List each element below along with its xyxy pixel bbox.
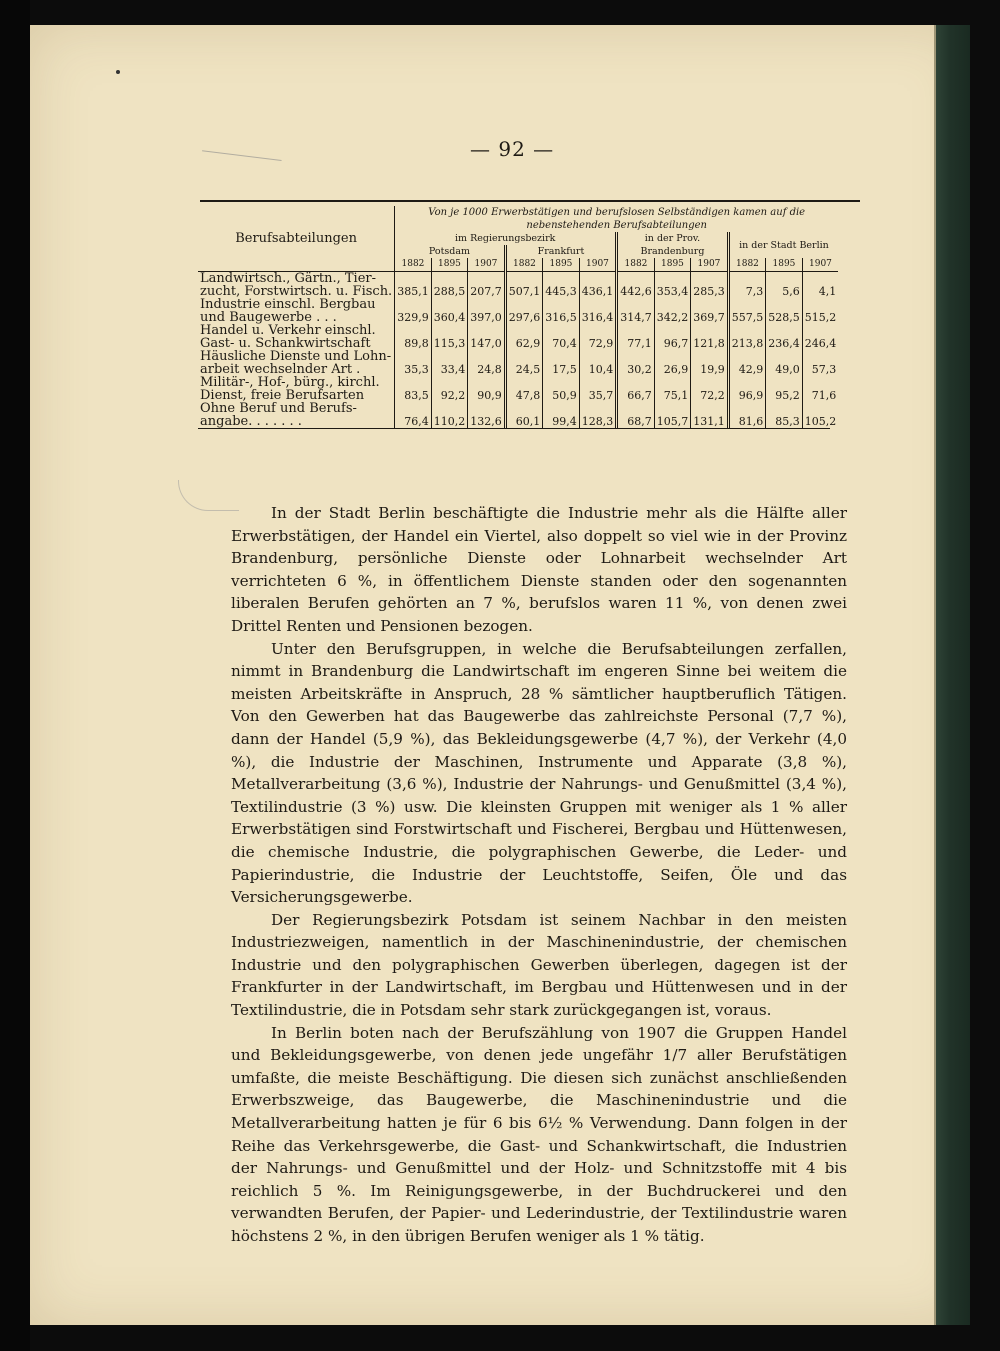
year-header: 1907 — [468, 258, 506, 272]
table-cell: 557,5 — [728, 298, 766, 324]
table-cell: 397,0 — [468, 298, 506, 324]
table-cell: 26,9 — [654, 350, 691, 376]
table-cell: 342,2 — [654, 298, 691, 324]
table-cell: 316,5 — [543, 298, 580, 324]
year-header: 1907 — [691, 258, 729, 272]
table-cell: 85,3 — [766, 402, 803, 428]
table-cell: 105,7 — [654, 402, 691, 428]
table-cell: 47,8 — [505, 376, 543, 402]
table-cell: 57,3 — [802, 350, 838, 376]
table-cell: 528,5 — [766, 298, 803, 324]
table-cell: 81,6 — [728, 402, 766, 428]
table-cell: 369,7 — [691, 298, 729, 324]
table-cell: 507,1 — [505, 272, 543, 299]
row-label-line: Handel u. Verkehr einschl. — [200, 323, 376, 338]
row-label — [198, 324, 395, 350]
statistics-table-wrapper — [200, 200, 860, 429]
table-cell: 353,4 — [654, 272, 691, 299]
row-label-line: angabe. . . . . . . — [200, 414, 302, 429]
table-cell: 213,8 — [728, 324, 766, 350]
table-cell: 89,8 — [404, 337, 429, 350]
row-label — [198, 298, 395, 324]
row-label-line: Industrie einschl. Bergbau — [200, 297, 376, 312]
row-label-line: Landwirtsch., Gärtn., Tier- — [200, 271, 376, 286]
table-cell: 5,6 — [766, 272, 803, 299]
table-cell: 96,9 — [728, 376, 766, 402]
table-cell: 329,9 — [397, 311, 429, 324]
body-paragraph: Unter den Berufsgruppen, in welche die Berufsabteilungen zerfallen, nimmt in Brandenburg die Landwirtschaft im engeren Sinne bei weitem die meisten Arbeitskräfte in Anspruch, 28 % sämtlicher hauptberuflich Tätigen. Von den Gewerben hat das Baugewerbe das zahlreichste Personal (7,7 %), dann der Handel (5,9 %), das Bekleidungsgewerbe (4,7 %), der Verkehr (4,0 %), die Industrie der Maschinen, Instrumente und Apparate (3,8 %), Metallverarbeitung (3,6 %), Industrie der Nahrungs- und Genußmittel (3,4 %), Textilindustrie (3 %) usw. Die kleinsten Gruppen mit weniger als 1 % aller Erwerbstätigen sind Forstwirtschaft und Fischerei, Bergbau und Hüttenwesen, die chemische Industrie, die polygraphischen Gewerbe, die Leder- und Papierindustrie, die Industrie der Leuchtstoffe, Seifen, Öle und das Versicherungsgewerbe. — [231, 639, 847, 907]
year-header: 1882 — [505, 258, 543, 272]
year-header: 1882 — [395, 258, 432, 272]
table-cell: 445,3 — [543, 272, 580, 299]
table-cell: 236,4 — [766, 324, 803, 350]
occupation-statistics-table — [198, 206, 838, 428]
table-cell: 35,7 — [579, 376, 617, 402]
table-cell: 72,2 — [691, 376, 729, 402]
table-cell: 30,2 — [617, 350, 655, 376]
row-label-line: Dienst, freie Berufsarten — [200, 388, 365, 403]
table-cell: 75,1 — [654, 376, 691, 402]
table-cell: 71,6 — [802, 376, 838, 402]
row-label-line: Gast- u. Schankwirtschaft — [200, 336, 371, 351]
table-cell: 96,7 — [654, 324, 691, 350]
table-cell: 77,1 — [617, 324, 655, 350]
table-cell: 115,3 — [431, 324, 468, 350]
table-cell: 90,9 — [468, 376, 506, 402]
table-cell: 62,9 — [505, 324, 543, 350]
body-paragraph: Der Regierungsbezirk Potsdam ist seinem Nachbar in den meisten Industriezweigen, namentlich in der Maschinenindustrie, der chemischen Industrie und den polygraphischen Gewerben überlegen, dagegen ist der Frankfurter in der Landwirtschaft, im Bergbau und Hüttenwesen und in der Textilindustrie, die in Potsdam sehr stark zurückgegangen ist, voraus. — [231, 910, 847, 1020]
column-header-berufsabteilungen: Berufsabteilungen — [198, 206, 395, 272]
table-row — [198, 298, 838, 324]
table-cell: 83,5 — [404, 389, 429, 402]
table-row — [198, 376, 838, 402]
row-label-line: Ohne Beruf und Berufs- — [200, 401, 357, 416]
table-cell: 95,2 — [766, 376, 803, 402]
region-header-frankfurt: Frankfurt — [505, 245, 617, 258]
group-header-regierungsbezirk: im Regierungsbezirk — [455, 233, 556, 244]
row-label-line: arbeit wechselnder Art . — [200, 362, 361, 377]
table-body — [198, 272, 838, 429]
year-header: 1907 — [579, 258, 617, 272]
page-number: — 92 — — [470, 137, 555, 161]
table-cell: 246,4 — [802, 324, 838, 350]
table-cell: 99,4 — [543, 402, 580, 428]
row-label — [198, 402, 395, 428]
table-cell: 24,5 — [505, 350, 543, 376]
table-cell: 288,5 — [431, 272, 468, 299]
table-cell: 17,5 — [543, 350, 580, 376]
table-cell: 72,9 — [579, 324, 617, 350]
table-cell: 10,4 — [579, 350, 617, 376]
year-header: 1895 — [543, 258, 580, 272]
book-binding-edge — [0, 0, 30, 1351]
ink-dot — [116, 70, 120, 74]
region-header-potsdam: Potsdam — [428, 246, 471, 257]
table-row — [198, 350, 838, 376]
row-label-line: zucht, Forstwirtsch. u. Fisch. — [200, 284, 393, 299]
table-cell: 131,1 — [691, 402, 729, 428]
row-label-line: Militär-, Hof-, bürg., kirchl. — [200, 375, 380, 390]
table-cell: 128,3 — [579, 402, 617, 428]
table-cell: 121,8 — [691, 324, 729, 350]
table-cell: 132,6 — [468, 402, 506, 428]
table-cell: 92,2 — [431, 376, 468, 402]
table-cell: 35,3 — [404, 363, 429, 376]
table-cell: 436,1 — [579, 272, 617, 299]
table-top-rule — [200, 200, 860, 202]
table-cell: 68,7 — [617, 402, 655, 428]
body-text — [231, 502, 847, 1248]
table-row — [198, 272, 838, 299]
row-label — [198, 350, 395, 376]
table-cell: 66,7 — [617, 376, 655, 402]
table-cell: 19,9 — [691, 350, 729, 376]
table-cell: 360,4 — [431, 298, 468, 324]
table-cell: 70,4 — [543, 324, 580, 350]
table-cell: 42,9 — [728, 350, 766, 376]
table-cell: 316,4 — [579, 298, 617, 324]
row-label — [198, 376, 395, 402]
table-main-header: Von je 1000 Erwerbstätigen und berufslosen Selbständigen kamen auf die nebenstehenden Berufsabteilungen — [428, 207, 806, 231]
table-cell: 4,1 — [802, 272, 838, 299]
table-cell: 314,7 — [617, 298, 655, 324]
table-cell: 297,6 — [505, 298, 543, 324]
table-cell: 385,1 — [397, 285, 429, 298]
year-header: 1895 — [431, 258, 468, 272]
year-header: 1895 — [654, 258, 691, 272]
year-header: 1882 — [617, 258, 655, 272]
table-row — [198, 402, 838, 428]
region-header-berlin: in der Stadt Berlin — [728, 232, 838, 258]
table-cell: 24,8 — [468, 350, 506, 376]
year-header: 1882 — [728, 258, 766, 272]
table-cell: 285,3 — [691, 272, 729, 299]
table-cell: 33,4 — [431, 350, 468, 376]
table-cell: 50,9 — [543, 376, 580, 402]
table-cell: 207,7 — [468, 272, 506, 299]
table-cell: 147,0 — [468, 324, 506, 350]
body-paragraph: In Berlin boten nach der Berufszählung von 1907 die Gruppen Handel und Bekleidungsgewerbe, von denen jede ungefähr 1/7 aller Berufstätigen umfaßte, die meiste Beschäftigung. Die diesen sich zunächst anschließenden Erwerbszweige, das Baugewerbe, die Maschinenindustrie und die Metallverarbeitung hatten je für 6 bis 6½ % Verwendung. Dann folgen in der Reihe das Verkehrsgewerbe, die Gast- und Schankwirtschaft, die Industrien der Nahrungs- und Genußmittel und der Holz- und Schnitzstoffe mit 4 bis reichlich 5 %. Im Reinigungsgewerbe, in der Buchdruckerei und den verwandten Berufen, der Papier- und Lederindustrie, der Textilindustrie waren höchstens 2 %, in den übrigen Berufen weniger als 1 % tätig. — [231, 1023, 847, 1245]
body-paragraph: In der Stadt Berlin beschäftigte die Industrie mehr als die Hälfte aller Erwerbstätigen, der Handel ein Viertel, also doppelt so viel wie in der Provinz Brandenburg, persönliche Dienste oder Lohnarbeit wechselnder Art verrichteten 6 %, in öffentlichem Dienste standen oder den sogenannten liberalen Berufen gehörten an 7 %, berufslos waren 11 %, von denen zwei Drittel Renten und Pensionen bezogen. — [231, 504, 847, 635]
table-cell: 105,2 — [802, 402, 838, 428]
table-cell: 76,4 — [404, 415, 429, 428]
table-cell: 49,0 — [766, 350, 803, 376]
year-header: 1895 — [766, 258, 803, 272]
book-spine — [936, 25, 970, 1325]
row-label-line: Häusliche Dienste und Lohn- — [200, 349, 392, 364]
row-label — [198, 272, 395, 299]
row-label-line: und Baugewerbe . . . — [200, 310, 337, 325]
table-row — [198, 324, 838, 350]
table-cell: 60,1 — [505, 402, 543, 428]
table-cell: 7,3 — [728, 272, 766, 299]
region-header-provinz: in der Prov. Brandenburg — [617, 232, 729, 258]
table-cell: 442,6 — [617, 272, 655, 299]
year-header: 1907 — [802, 258, 838, 272]
table-cell: 515,2 — [802, 298, 838, 324]
table-cell: 110,2 — [431, 402, 468, 428]
